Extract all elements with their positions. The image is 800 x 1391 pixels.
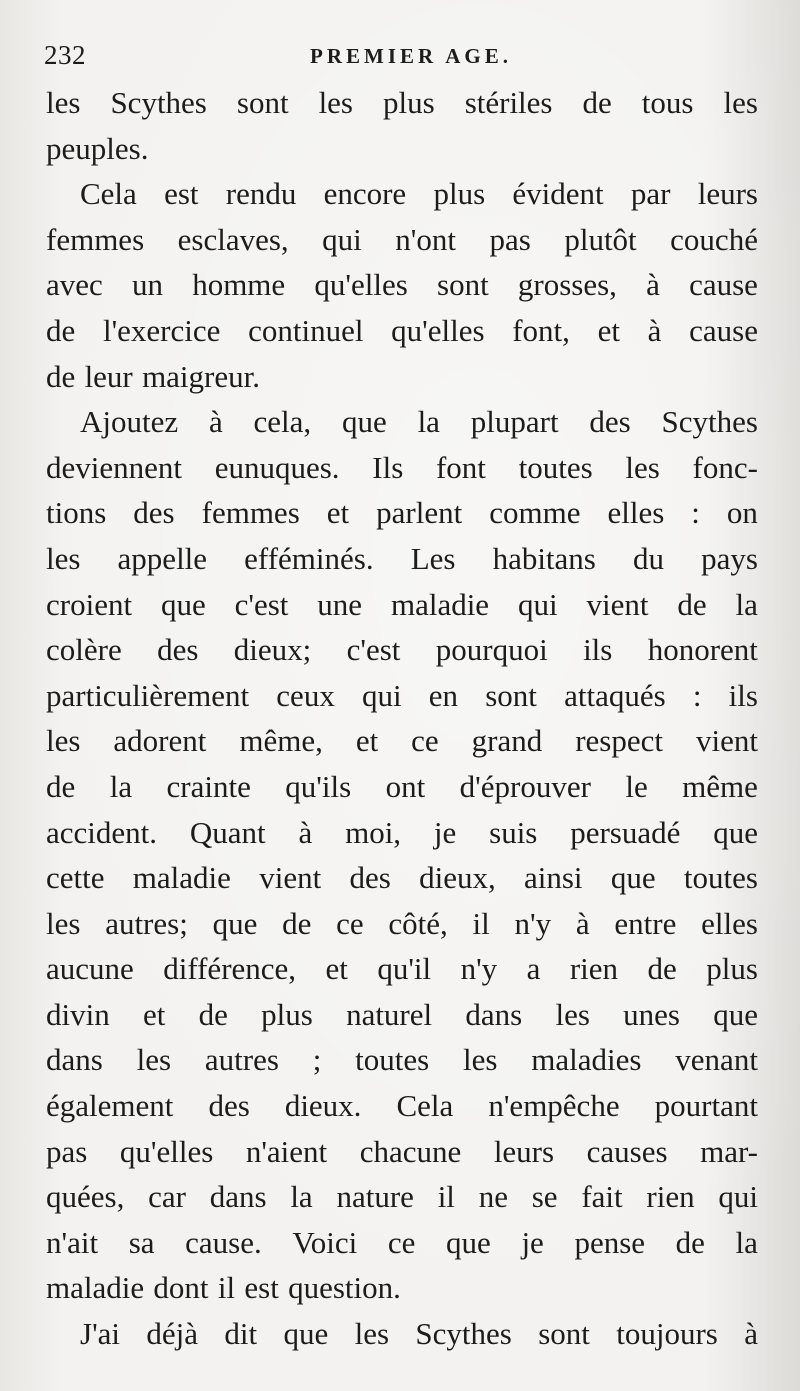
page-header	[40, 38, 760, 78]
text-line: deviennent eunuques. Ils font toutes les fonc-	[46, 449, 758, 485]
text-line: Ajoutez à cela, que la plupart des Scythes	[80, 404, 758, 440]
running-head: PREMIER AGE.	[310, 44, 513, 68]
text-line: également des dieux. Cela n'empêche pourtant	[46, 1088, 758, 1124]
text-line: Cela est rendu encore plus évident par leurs	[80, 176, 758, 212]
text-line: colère des dieux; c'est pourquoi ils honorent	[46, 632, 758, 668]
page-number: 232	[44, 40, 86, 70]
text-line: les autres; que de ce côté, il n'y à entre elles	[46, 905, 758, 941]
text-line: divin et de plus naturel dans les unes que	[46, 996, 758, 1032]
text-line: les appelle efféminés. Les habitans du pays	[46, 540, 758, 576]
text-line: dans les autres ; toutes les maladies venant	[46, 1042, 758, 1078]
text-line: les Scythes sont les plus stériles de tous les	[46, 85, 758, 120]
text-line: croient que c'est une maladie qui vient de la	[46, 586, 758, 622]
text-line: particulièrement ceux qui en sont attaqués : ils	[46, 677, 758, 713]
text-line: peuples.	[46, 130, 149, 166]
text-line: aucune différence, et qu'il n'y a rien de plus	[46, 951, 758, 987]
text-line: pas qu'elles n'aient chacune leurs causes mar-	[46, 1133, 758, 1169]
text-line: quées, car dans la nature il ne se fait rien qui	[46, 1179, 758, 1215]
text-line: n'ait sa cause. Voici ce que je pense de la	[46, 1224, 758, 1260]
text-line: accident. Quant à moi, je suis persuadé que	[46, 814, 758, 850]
text-line: de l'exercice continuel qu'elles font, et à cause	[46, 312, 758, 348]
text-line: de leur maigreur.	[46, 358, 260, 394]
text-line: J'ai déjà dit que les Scythes sont toujours à	[80, 1316, 758, 1352]
body-text	[46, 80, 758, 1357]
text-line: de la crainte qu'ils ont d'éprouver le même	[46, 768, 758, 804]
text-line: maladie dont il est question.	[46, 1270, 401, 1306]
text-line: cette maladie vient des dieux, ainsi que toutes	[46, 860, 758, 896]
text-line: tions des femmes et parlent comme elles : on	[46, 495, 758, 531]
text-line: les adorent même, et ce grand respect vient	[46, 723, 758, 759]
text-line: avec un homme qu'elles sont grosses, à cause	[46, 267, 758, 303]
text-line: femmes esclaves, qui n'ont pas plutôt couché	[46, 221, 758, 257]
